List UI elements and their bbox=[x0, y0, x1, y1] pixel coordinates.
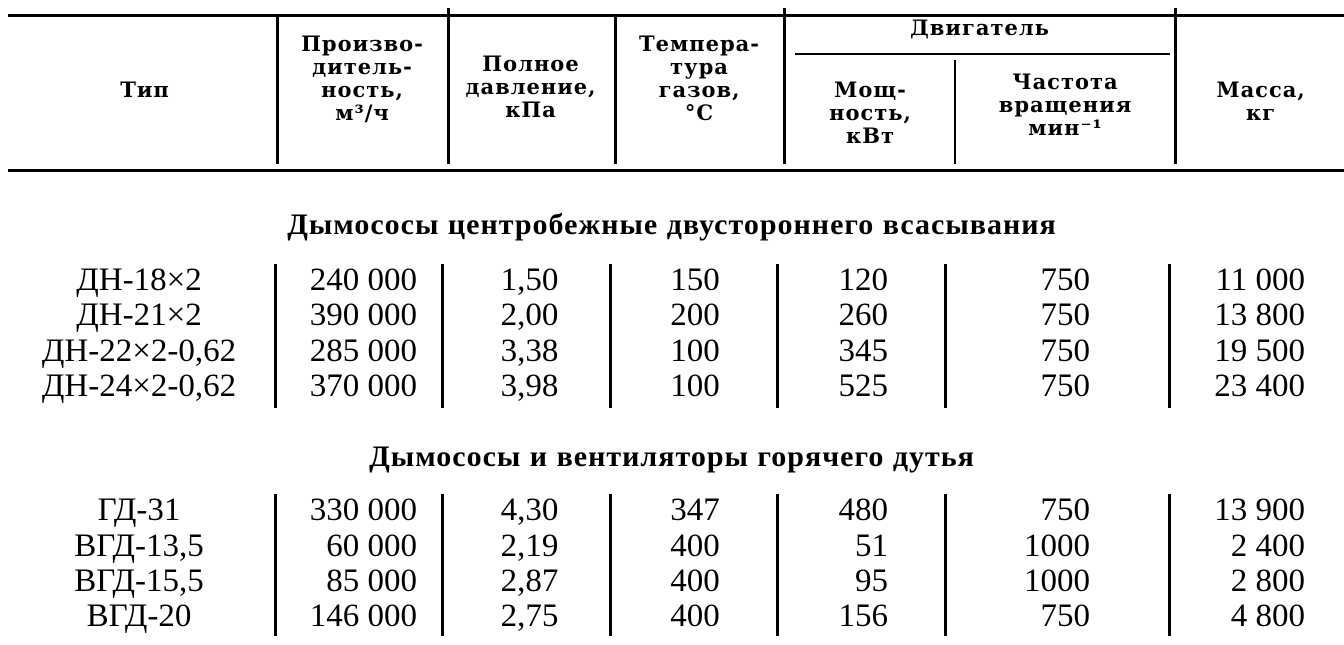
cell-pressure: 2,19 bbox=[500, 528, 559, 564]
cell-mass: 11 000 bbox=[1215, 262, 1305, 298]
table-row bbox=[0, 492, 1344, 528]
cell-power: 120 bbox=[838, 262, 888, 298]
cell-rpm: 750 bbox=[1040, 297, 1090, 333]
cell-power: 345 bbox=[838, 333, 888, 369]
cell-temperature: 400 bbox=[670, 563, 720, 599]
header-productivity: Произво- дитель- ность, м³/ч bbox=[301, 31, 424, 125]
cell-type: ДН-18×2 bbox=[76, 262, 202, 298]
header-mass: Масса, кг bbox=[1216, 77, 1306, 125]
cell-rpm: 750 bbox=[1040, 368, 1090, 404]
cell-type: ДН-22×2-0,62 bbox=[41, 333, 237, 369]
cell-temperature: 100 bbox=[670, 368, 720, 404]
table-row bbox=[0, 368, 1344, 404]
header-temperature: Темпера- тура газов, °С bbox=[639, 31, 760, 125]
cell-productivity: 285 000 bbox=[309, 333, 417, 369]
cell-power: 525 bbox=[838, 368, 888, 404]
cell-type: ДН-21×2 bbox=[76, 297, 202, 333]
cell-rpm: 1000 bbox=[1024, 563, 1090, 599]
cell-temperature: 347 bbox=[670, 492, 720, 528]
cell-temperature: 100 bbox=[670, 333, 720, 369]
cell-pressure: 2,75 bbox=[500, 598, 559, 634]
cell-temperature: 400 bbox=[670, 528, 720, 564]
cell-temperature: 400 bbox=[670, 598, 720, 634]
header-divider-6 bbox=[1174, 8, 1177, 164]
header-rpm: Частота вращения мин⁻¹ bbox=[998, 69, 1133, 140]
header-divider-4 bbox=[783, 8, 786, 164]
cell-power: 51 bbox=[855, 528, 888, 564]
cell-mass: 13 900 bbox=[1214, 492, 1305, 528]
cell-temperature: 150 bbox=[670, 262, 720, 298]
section-title-centrifugal: Дымососы центробежные двустороннего всасывания bbox=[287, 208, 1057, 241]
header-power: Мощ- ность, кВт bbox=[829, 77, 912, 148]
engine-group-rule bbox=[795, 53, 1170, 55]
header-pressure: Полное давление, кПа bbox=[465, 51, 597, 122]
table-row bbox=[0, 333, 1344, 369]
header-engine: Двигатель bbox=[910, 15, 1050, 40]
cell-pressure: 2,87 bbox=[500, 563, 559, 599]
cell-pressure: 4,30 bbox=[500, 492, 559, 528]
table-row bbox=[0, 297, 1344, 333]
cell-rpm: 750 bbox=[1040, 333, 1090, 369]
cell-type: ГД-31 bbox=[97, 492, 181, 528]
cell-power: 260 bbox=[838, 297, 888, 333]
cell-rpm: 1000 bbox=[1024, 528, 1090, 564]
cell-mass: 23 400 bbox=[1214, 368, 1305, 404]
cell-productivity: 146 000 bbox=[309, 598, 417, 634]
cell-rpm: 750 bbox=[1040, 598, 1090, 634]
cell-productivity: 85 000 bbox=[326, 563, 417, 599]
header-divider-5 bbox=[954, 60, 956, 164]
cell-type: ВГД-20 bbox=[86, 598, 192, 634]
cell-temperature: 200 bbox=[670, 297, 720, 333]
cell-productivity: 60 000 bbox=[326, 528, 417, 564]
header-divider-1 bbox=[276, 14, 279, 164]
cell-type: ДН-24×2-0,62 bbox=[41, 368, 237, 404]
table-row bbox=[0, 528, 1344, 564]
cell-mass: 2 800 bbox=[1230, 563, 1305, 599]
cell-type: ВГД-13,5 bbox=[74, 528, 204, 564]
cell-productivity: 370 000 bbox=[309, 368, 417, 404]
table-row bbox=[0, 598, 1344, 634]
header-type: Тип bbox=[120, 77, 170, 102]
cell-mass: 4 800 bbox=[1230, 598, 1305, 634]
cell-productivity: 330 000 bbox=[309, 492, 417, 528]
cell-mass: 13 800 bbox=[1214, 297, 1305, 333]
cell-rpm: 750 bbox=[1040, 492, 1090, 528]
section-title-hot-blast: Дымососы и вентиляторы горячего дутья bbox=[369, 440, 975, 473]
cell-power: 480 bbox=[838, 492, 888, 528]
cell-productivity: 240 000 bbox=[309, 262, 417, 298]
cell-type: ВГД-15,5 bbox=[74, 563, 204, 599]
cell-power: 156 bbox=[838, 598, 888, 634]
table-row bbox=[0, 563, 1344, 599]
cell-rpm: 750 bbox=[1040, 262, 1090, 298]
header-bottom-rule bbox=[8, 169, 1344, 172]
cell-mass: 2 400 bbox=[1230, 528, 1305, 564]
cell-pressure: 3,98 bbox=[500, 368, 559, 404]
cell-pressure: 3,38 bbox=[500, 333, 559, 369]
cell-mass: 19 500 bbox=[1214, 333, 1305, 369]
table-row bbox=[0, 262, 1344, 298]
cell-productivity: 390 000 bbox=[309, 297, 417, 333]
cell-power: 95 bbox=[855, 563, 888, 599]
cell-pressure: 1,50 bbox=[500, 262, 559, 298]
cell-pressure: 2,00 bbox=[500, 297, 559, 333]
